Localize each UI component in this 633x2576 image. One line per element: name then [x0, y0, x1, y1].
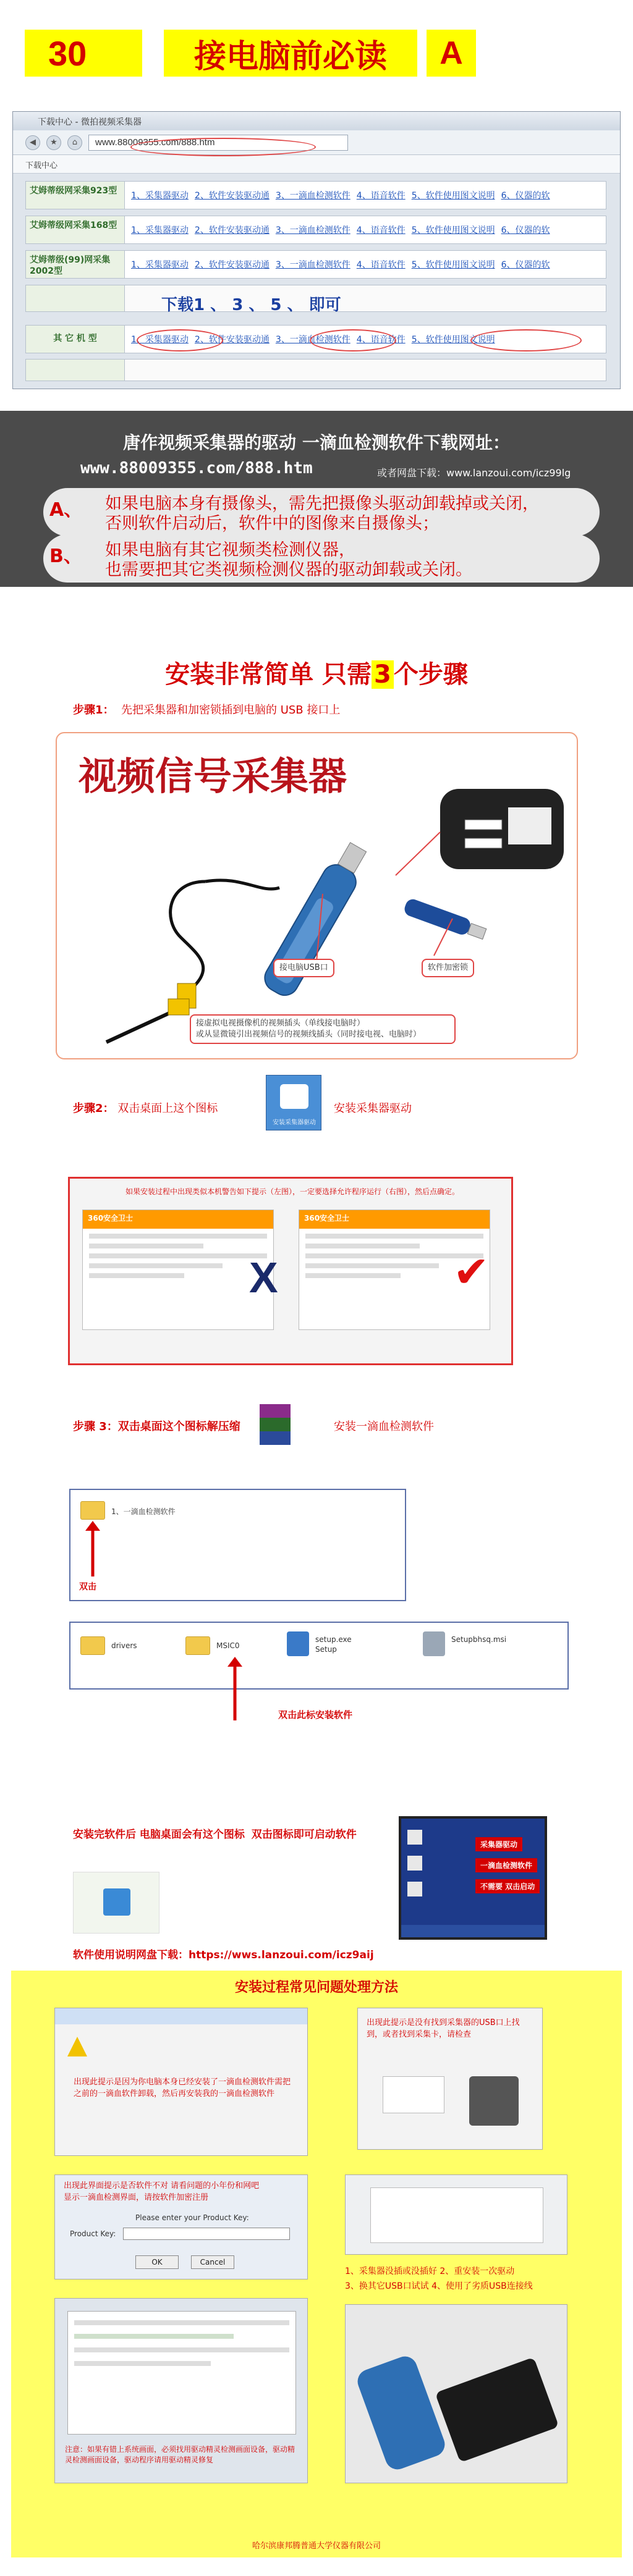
card-title: 视频信号采集器: [79, 754, 347, 799]
row-label: 艾姆蒂级网采集168型: [26, 216, 125, 243]
download-link[interactable]: 3、一滴血检测软件: [275, 260, 350, 270]
step-text: 安装完软件后 电脑桌面会有这个图标: [73, 1829, 245, 1841]
faq-answer: 出现此提示是没有找到采集器的USB口上找到，或者找到采集卡，请检查: [367, 2018, 520, 2039]
download-link[interactable]: 5、软件使用图文说明: [411, 260, 495, 270]
correct-mark-icon: ✔: [453, 1247, 490, 1297]
download-link[interactable]: 4、语音软件: [356, 335, 406, 345]
driver-dialog: [67, 2311, 296, 2435]
setup-exe-icon[interactable]: [287, 1631, 309, 1656]
header: [0, 0, 633, 111]
download-link[interactable]: 4、语音软件: [356, 260, 406, 270]
folder-icon[interactable]: [80, 1636, 105, 1655]
desktop-shortcut-preview: [73, 1872, 159, 1934]
security-dialogs: [68, 1177, 513, 1365]
dialog-titlebar: [55, 2008, 308, 2024]
download-link[interactable]: 4、语音软件: [356, 225, 406, 235]
file-item[interactable]: Setupbhsq.msi: [451, 1635, 507, 1644]
download-link[interactable]: 1、采集器驱动: [131, 260, 189, 270]
folder-icon[interactable]: [185, 1636, 210, 1655]
faq-answer: 显示一滴血检测界面，请按软件加密注册: [64, 2193, 209, 2202]
download-link[interactable]: 3、一滴血检测软件: [275, 225, 350, 235]
faq-tips: 1、采集器没插或没插好 2、重安装一次驱动 3、换其它USB口试试 4、使用了劣质USB连接线: [345, 2267, 533, 2291]
heading-part: 安装非常简单 只需: [165, 660, 372, 689]
address-bar[interactable]: www.88009355.com/888.htm: [88, 135, 348, 151]
step-label: 步骤 3：双击桌面这个图标解压缩: [73, 1420, 240, 1433]
desktop-label: 一滴血检测软件: [475, 1858, 537, 1872]
callout-cable: [190, 1014, 456, 1044]
dialog-label: Please enter your Product Key:: [135, 2213, 249, 2222]
step2-result: 安装采集器驱动: [334, 1102, 412, 1115]
step3-instruction: [73, 1418, 240, 1434]
row-label-empty: [26, 360, 125, 381]
download-link[interactable]: 6、仪器的软: [501, 225, 550, 235]
faq-answer: 出现此界面提示是否软件不对 请看问题的小年份和网吧: [64, 2181, 260, 2191]
faq-panel-device-manager: [345, 2174, 567, 2255]
file-item[interactable]: Setup: [315, 1645, 337, 1654]
device-photo: [469, 2076, 519, 2126]
faq-panel-driver: [54, 2298, 308, 2483]
download-link[interactable]: 3、一滴血检测软件: [275, 191, 350, 201]
installer-folder: [69, 1622, 569, 1690]
star-icon[interactable]: ★: [46, 135, 61, 150]
explorer-item[interactable]: 1、一滴血检测软件: [111, 1507, 176, 1516]
file-item[interactable]: MSIC0: [216, 1641, 240, 1650]
faq-answer: 注意：如果有错上系统画面，必须找用驱动精灵检测画面设备，驱动精灵检测画面设备，驱动程序请用驱动精灵修复: [65, 2445, 295, 2464]
taskbar: [401, 1925, 545, 1937]
download-link[interactable]: 5、软件使用图文说明: [411, 225, 495, 235]
install-heading: [0, 655, 633, 690]
page-letter-badge: A: [427, 30, 476, 77]
dialog-header: 360安全卫士: [83, 1210, 273, 1229]
faq-panel-product-key: [54, 2174, 308, 2279]
desktop-label: 不需要 双击启动: [475, 1879, 540, 1893]
row-label: 艾姆蒂级网采集923型: [26, 182, 125, 209]
download-link[interactable]: 6、仪器的软: [501, 191, 550, 201]
note-tag: A、: [49, 499, 83, 521]
note-line: 也需要把其它类视频检测仪器的驱动卸载或关闭。: [105, 560, 472, 579]
back-icon[interactable]: ◀: [25, 135, 40, 150]
highlight-oval: [470, 329, 582, 351]
file-item[interactable]: setup.exe: [315, 1635, 352, 1644]
note-line: 否则软件启动后，软件中的图像来自摄像头；: [105, 514, 439, 533]
banner-title: 唐作视频采集器的驱动 一滴血检测软件下载网址：: [123, 432, 510, 453]
download-row: [25, 250, 606, 279]
note-line: 如果电脑本身有摄像头，需先把摄像头驱动卸载掉或关闭，: [105, 494, 539, 513]
step-text: 双击桌面上这个图标: [117, 1102, 218, 1115]
step2-instruction: [73, 1100, 218, 1116]
heading-step-count: 3: [372, 660, 394, 689]
after-install-text: [73, 1825, 357, 1841]
download-link[interactable]: 2、软件安装驱动通: [194, 225, 270, 235]
browser-tab[interactable]: 下载中心: [13, 155, 620, 174]
download-hint: 下载1 、 3 、 5 、 即可: [161, 296, 341, 314]
blood-test-software-icon[interactable]: [103, 1888, 130, 1916]
driver-install-icon[interactable]: [266, 1075, 321, 1130]
dialog-deny: [82, 1210, 274, 1330]
icon-label: 安装采集器驱动: [273, 1119, 316, 1126]
step1-instruction: [73, 701, 340, 717]
callout-usb: 接电脑USB口: [273, 959, 334, 977]
capture-device-card: [56, 732, 578, 1059]
msi-file-icon[interactable]: [423, 1631, 445, 1656]
explorer-window: [69, 1489, 406, 1601]
faq-panel-conflict: [54, 2008, 308, 2156]
download-link[interactable]: 2、软件安装驱动通: [194, 260, 270, 270]
spacer-row: [25, 359, 606, 381]
warning-note-b: [43, 534, 600, 583]
desktop-icon[interactable]: [407, 1882, 422, 1896]
file-item[interactable]: drivers: [111, 1641, 137, 1650]
highlight-oval: [130, 138, 316, 156]
browser-navbar: [13, 130, 620, 155]
desktop-screenshot: [399, 1816, 547, 1940]
highlight-oval: [137, 329, 223, 351]
row-label: 艾姆蒂级(99)网采集2002型: [26, 251, 125, 278]
manual-link[interactable]: 软件使用说明网盘下载：https://wws.lanzoui.com/icz9aij: [73, 1949, 374, 1961]
row-label-empty: [26, 285, 125, 311]
desktop-icon[interactable]: [407, 1830, 422, 1845]
download-row: [25, 181, 606, 209]
footer-company: 哈尔滨康邦腾普通大学仪器有限公司: [252, 2541, 381, 2551]
warning-note-a: [43, 488, 600, 536]
arrow-up-icon: [223, 1656, 247, 1724]
capture-stick-photo: [354, 2353, 448, 2473]
download-banner: [0, 411, 633, 587]
banner-url-alt[interactable]: 或者网盘下载：www.lanzoui.com/icz99lg: [377, 467, 571, 479]
usb-hub-photo: [435, 2357, 559, 2463]
browser-window: [12, 111, 621, 389]
step-text: 双击图标即可启动软件: [251, 1829, 357, 1841]
arrow-up-icon: [70, 1490, 407, 1602]
faq-title: 安装过程常见问题处理方法: [234, 1980, 398, 1995]
device-illustration: [57, 733, 578, 1059]
desktop-icon[interactable]: [407, 1856, 422, 1871]
field-label: Product Key:: [70, 2229, 116, 2238]
error-dialog: [383, 2076, 444, 2113]
row-label: 其 它 机 型: [26, 326, 125, 353]
callout-dongle: 软件加密锁: [422, 959, 474, 977]
highlight-oval: [310, 329, 396, 351]
step-label: 步骤2：: [73, 1102, 114, 1115]
wrong-mark-icon: X: [249, 1253, 278, 1302]
note-line: 如果电脑有其它视频类检测仪器，: [105, 541, 355, 560]
banner-url[interactable]: www.88009355.com/888.htm: [80, 459, 313, 478]
callout-line: 接虚拟电视摄像机的视频插头（单线接电脑时）: [196, 1019, 365, 1028]
dialog-instruction: 如果安装过程中出现类似本机警告如下提示（左图），一定要选择允许程序运行（右图），然后点确定。: [125, 1187, 459, 1196]
step3-result: 安装一滴血检测软件: [334, 1420, 434, 1433]
download-link[interactable]: 5、软件使用图文说明: [411, 191, 495, 201]
desktop-label: 采集器驱动: [475, 1837, 522, 1851]
callout-line: 或从显微镜引出视频信号的视频线插头（同时接电视、电脑时）: [196, 1030, 422, 1039]
browser-titlebar: 下载中心 - 微拍视频采集器: [13, 112, 620, 130]
faq-answer: 出现此提示是因为你电脑本身已经安装了一滴血检测软件需把之前的一滴血软件卸载，然后再安装我的一滴血检测软件: [74, 2077, 291, 2098]
dialog-header: 360安全卫士: [299, 1210, 490, 1229]
page-title: 接电脑前必读: [164, 30, 417, 77]
download-row: [25, 216, 606, 244]
step-text: 先把采集器和加密锁插到电脑的 USB 接口上: [121, 704, 341, 717]
download-link[interactable]: 2、软件安装驱动通: [194, 191, 270, 201]
ok-button[interactable]: OK: [135, 2255, 179, 2269]
cancel-button[interactable]: Cancel: [191, 2255, 234, 2269]
download-link[interactable]: 1、采集器驱动: [131, 191, 189, 201]
winrar-icon[interactable]: [253, 1399, 297, 1449]
download-link[interactable]: 2、软件安装驱动通: [194, 335, 270, 345]
install-hint: 双击此标安装软件: [278, 1709, 353, 1720]
download-link[interactable]: 3、一滴血检测软件: [275, 335, 350, 345]
download-link[interactable]: 6、仪器的软: [501, 260, 550, 270]
warning-icon: [67, 2037, 87, 2056]
faq-panel-no-device: [357, 2008, 543, 2150]
double-click-hint: 双击: [79, 1582, 96, 1592]
download-link[interactable]: 1、采集器驱动: [131, 225, 189, 235]
download-link[interactable]: 1、采集器驱动: [131, 335, 189, 345]
download-link[interactable]: 5、软件使用图文说明: [411, 335, 495, 345]
step-label: 步骤1：: [73, 704, 114, 717]
faq-panel-usb-hub: [345, 2304, 567, 2483]
note-tag: B、: [49, 545, 82, 567]
page-number-badge: 30: [25, 30, 142, 77]
product-key-input[interactable]: [123, 2228, 290, 2240]
home-icon[interactable]: ⌂: [67, 135, 82, 150]
heading-part: 个步骤: [393, 660, 468, 689]
device-manager-dialog: [370, 2187, 543, 2243]
download-link[interactable]: 4、语音软件: [356, 191, 406, 201]
faq-section: [11, 1971, 622, 2557]
